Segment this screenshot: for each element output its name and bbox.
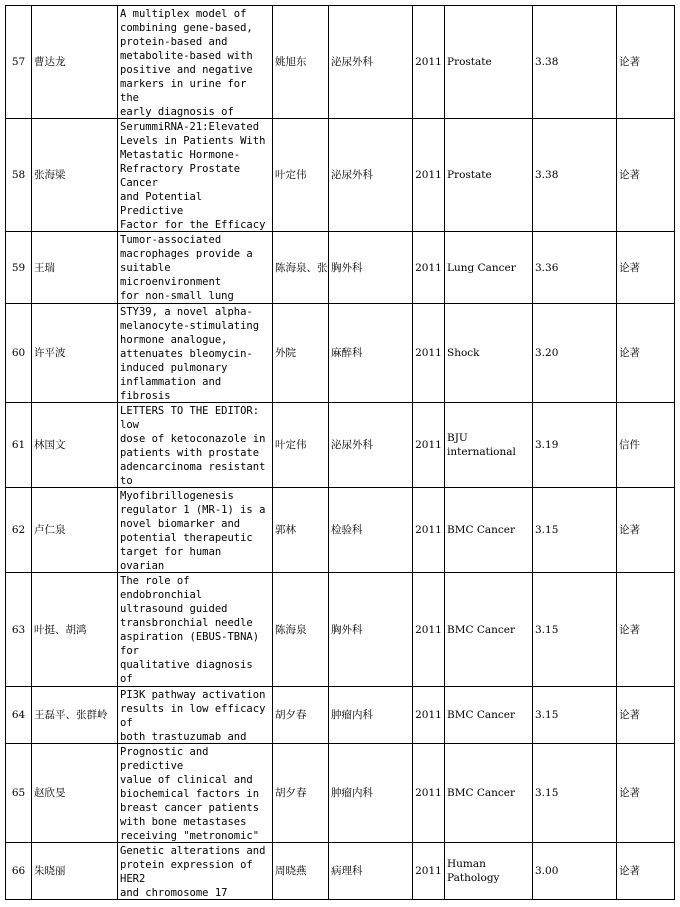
cell-type: 论著 [617,843,675,900]
cell-journal: Prostate [445,119,533,232]
title-text: The role of endobronchial ultrasound guided transbronchial needle aspiration (EBUS-TBNA) for qualitative diagnosis of [120,574,260,685]
cell-type: 论著 [617,232,675,304]
cell-department: 病理科 [329,843,413,900]
cell-journal: BMC Cancer [445,687,533,744]
cell-number: 59 [6,232,32,304]
cell-number: 58 [6,119,32,232]
cell-journal: Lung Cancer [445,232,533,304]
title-text: LETTERS TO THE EDITOR: low dose of ketoconazole in patients with prostate adencarcinoma resistant to [120,404,266,487]
table-row [6,232,675,304]
cell-title [118,304,273,403]
table-row [6,304,675,403]
cell-tutor: 陈海泉 [273,573,329,687]
cell-author: 赵欣旻 [32,744,118,843]
table-row [6,573,675,687]
cell-tutor: 叶定伟 [273,403,329,488]
cell-author: 王磊平、张群岭 [32,687,118,744]
cell-number: 62 [6,488,32,573]
cell-impact-factor: 3.38 [533,119,617,232]
cell-department: 泌尿外科 [329,119,413,232]
table-row [6,744,675,843]
title-text: Tumor-associated macrophages provide a suitable microenvironment for non-small lung [120,233,253,302]
cell-impact-factor: 3.36 [533,232,617,304]
cell-year: 2011 [413,232,445,304]
cell-title [118,573,273,687]
publication-table [5,5,675,900]
cell-tutor: 外院 [273,304,329,403]
cell-tutor: 郭林 [273,488,329,573]
cell-type: 论著 [617,119,675,232]
cell-number: 66 [6,843,32,900]
title-text: A multiplex model of combining gene-based, protein-based and metabolite-based with positive and negative markers in urine for the early diagnosis of [120,7,253,118]
title-text: Myofibrillogenesis regulator 1 (MR-1) is a novel biomarker and potential therapeutic target for human ovarian [120,489,266,572]
table-row [6,403,675,488]
cell-type: 论著 [617,744,675,843]
table-body [6,6,675,900]
cell-title [118,687,273,744]
cell-impact-factor: 3.15 [533,687,617,744]
cell-journal: BMC Cancer [445,488,533,573]
cell-year: 2011 [413,488,445,573]
cell-author: 曹达龙 [32,6,118,119]
cell-author: 卢仁泉 [32,488,118,573]
cell-department: 麻醉科 [329,304,413,403]
cell-title [118,232,273,304]
cell-impact-factor: 3.15 [533,488,617,573]
cell-year: 2011 [413,744,445,843]
cell-department: 胸外科 [329,573,413,687]
cell-journal: BJU international [445,403,533,488]
cell-impact-factor: 3.38 [533,6,617,119]
cell-tutor: 周晓燕 [273,843,329,900]
cell-journal: BMC Cancer [445,744,533,843]
cell-number: 60 [6,304,32,403]
cell-type: 论著 [617,488,675,573]
cell-number: 61 [6,403,32,488]
cell-type: 论著 [617,304,675,403]
cell-title [118,403,273,488]
cell-type: 论著 [617,687,675,744]
cell-year: 2011 [413,687,445,744]
cell-author: 王瑞 [32,232,118,304]
cell-type: 论著 [617,573,675,687]
cell-year: 2011 [413,843,445,900]
cell-title [118,843,273,900]
cell-number: 57 [6,6,32,119]
cell-title [118,488,273,573]
cell-journal: Human Pathology [445,843,533,900]
cell-author: 许平波 [32,304,118,403]
cell-journal: Prostate [445,6,533,119]
cell-tutor: 胡夕春 [273,687,329,744]
cell-title [118,744,273,843]
cell-author: 林国文 [32,403,118,488]
title-text: Prognostic and predictive value of clinical and biochemical factors in breast cancer patients with bone metastases receiving "metronomic" [120,745,260,842]
title-text: PI3K pathway activation results in low efficacy of both trastuzumab and [120,688,266,743]
table-row [6,6,675,119]
cell-department: 泌尿外科 [329,6,413,119]
cell-number: 63 [6,573,32,687]
cell-number: 65 [6,744,32,843]
cell-impact-factor: 3.19 [533,403,617,488]
cell-author: 朱晓丽 [32,843,118,900]
cell-tutor: 胡夕春 [273,744,329,843]
title-text: Genetic alterations and protein expression of HER2 and chromosome 17 [120,844,266,899]
cell-tutor: 姚旭东 [273,6,329,119]
cell-journal: BMC Cancer [445,573,533,687]
cell-department: 肿瘤内科 [329,687,413,744]
cell-type: 论著 [617,6,675,119]
cell-tutor: 陈海泉、张 [273,232,329,304]
cell-year: 2011 [413,573,445,687]
cell-impact-factor: 3.20 [533,304,617,403]
cell-impact-factor: 3.15 [533,573,617,687]
cell-year: 2011 [413,119,445,232]
cell-author: 叶挺、胡鸿 [32,573,118,687]
cell-year: 2011 [413,304,445,403]
table-row [6,119,675,232]
cell-type: 信件 [617,403,675,488]
cell-impact-factor: 3.00 [533,843,617,900]
cell-year: 2011 [413,403,445,488]
cell-journal: Shock [445,304,533,403]
cell-department: 泌尿外科 [329,403,413,488]
table-row [6,843,675,900]
cell-tutor: 叶定伟 [273,119,329,232]
title-text: STY39, a novel alpha- melanocyte-stimulating hormone analogue, attenuates bleomycin- induced pulmonary inflammation and fibrosis [120,305,260,402]
cell-department: 检验科 [329,488,413,573]
table-row [6,687,675,744]
cell-title [118,6,273,119]
cell-year: 2011 [413,6,445,119]
table-row [6,488,675,573]
cell-department: 胸外科 [329,232,413,304]
cell-department: 肿瘤内科 [329,744,413,843]
cell-author: 张海梁 [32,119,118,232]
title-text: SerummiRNA-21:Elevated Levels in Patients With Metastatic Hormone- Refractory Prostate Cancer and Potential Predictive Factor for the Efficacy [120,120,266,231]
cell-title [118,119,273,232]
cell-impact-factor: 3.15 [533,744,617,843]
cell-number: 64 [6,687,32,744]
